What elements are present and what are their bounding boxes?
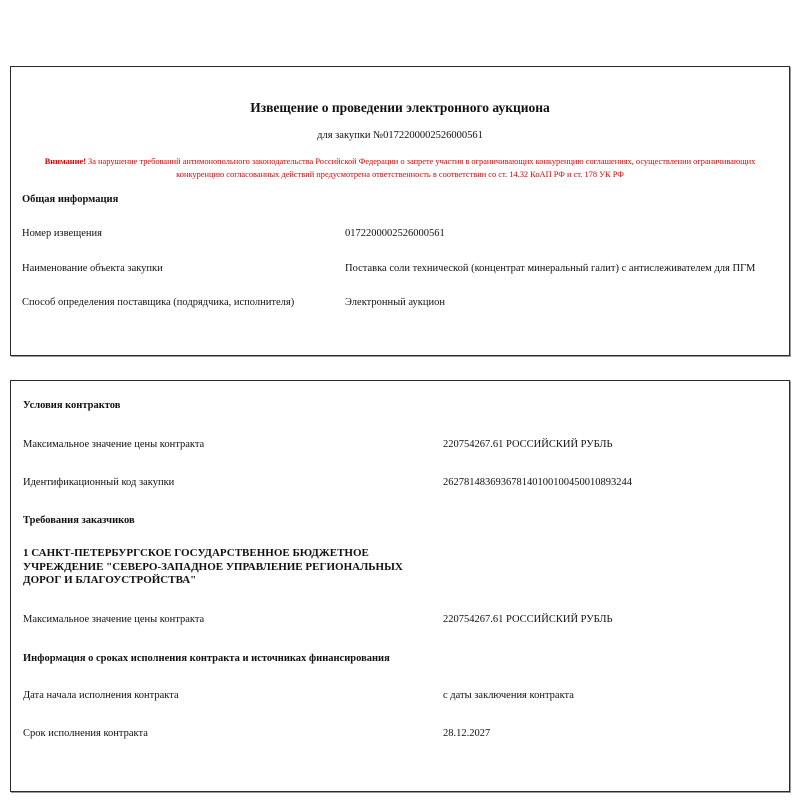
warning-prefix: Внимание! (44, 157, 86, 166)
supplier-method-label: Способ определения поставщика (подрядчика, исполнителя) (22, 297, 295, 308)
procurement-object-value: Поставка соли технической (концентрат минеральный галит) с антислеживателем для ПГМ (345, 263, 756, 274)
contract-start-value: с даты заключения контракта (443, 690, 574, 701)
notice-number-value: 0172200002526000561 (345, 228, 445, 239)
procurement-id-code-value: 262781483693678140100100450010893244 (443, 477, 632, 488)
general-info-heading: Общая информация (22, 194, 119, 205)
customer-max-price-label: Максимальное значение цены контракта (23, 614, 205, 625)
notice-number-label: Номер извещения (22, 228, 102, 239)
notice-subtitle: для закупки №0172200002526000561 (317, 130, 483, 141)
procurement-object-label: Наименование объекта закупки (22, 263, 163, 274)
procurement-id-code-label: Идентификационный код закупки (23, 477, 175, 488)
antimonopoly-warning (27, 155, 773, 181)
max-price-value: 220754267.61 РОССИЙСКИЙ РУБЛЬ (443, 439, 613, 450)
contract-start-label: Дата начала исполнения контракта (23, 690, 179, 701)
customer-organization-name: 1 САНКТ-ПЕТЕРБУРГСКОЕ ГОСУДАРСТВЕННОЕ БЮДЖЕТНОЕ УЧРЕЖДЕНИЕ "СЕВЕРО-ЗАПАДНОЕ УПРАВЛЕНИЕ РЕГИОНАЛЬНЫХ ДОРОГ И БЛАГОУСТРОЙСТВА" (23, 547, 403, 586)
contract-deadline-value: 28.12.2027 (443, 728, 491, 739)
customer-max-price-value: 220754267.61 РОССИЙСКИЙ РУБЛЬ (443, 614, 613, 625)
max-price-label: Максимальное значение цены контракта (23, 439, 205, 450)
contract-conditions-heading: Условия контрактов (23, 400, 121, 411)
warning-text: За нарушение требований антимонопольного законодательства Российской Федерации о запрете участия в ограничивающих конкуренцию соглашениях, осуществлении ограничивающих конкуренцию согласованных действий предусмотрена ответственность в соответствии со ст. 14.32 КоАП РФ и ст. 178 УК РФ (85, 157, 756, 179)
contract-conditions-panel (10, 380, 790, 792)
contract-terms-heading: Информация о сроках исполнения контракта и источниках финансирования (23, 653, 390, 664)
notice-title: Извещение о проведении электронного аукциона (250, 100, 550, 115)
supplier-method-value: Электронный аукцион (345, 297, 445, 308)
contract-deadline-label: Срок исполнения контракта (23, 728, 148, 739)
customer-requirements-heading: Требования заказчиков (23, 515, 135, 526)
notice-general-panel (10, 66, 790, 356)
